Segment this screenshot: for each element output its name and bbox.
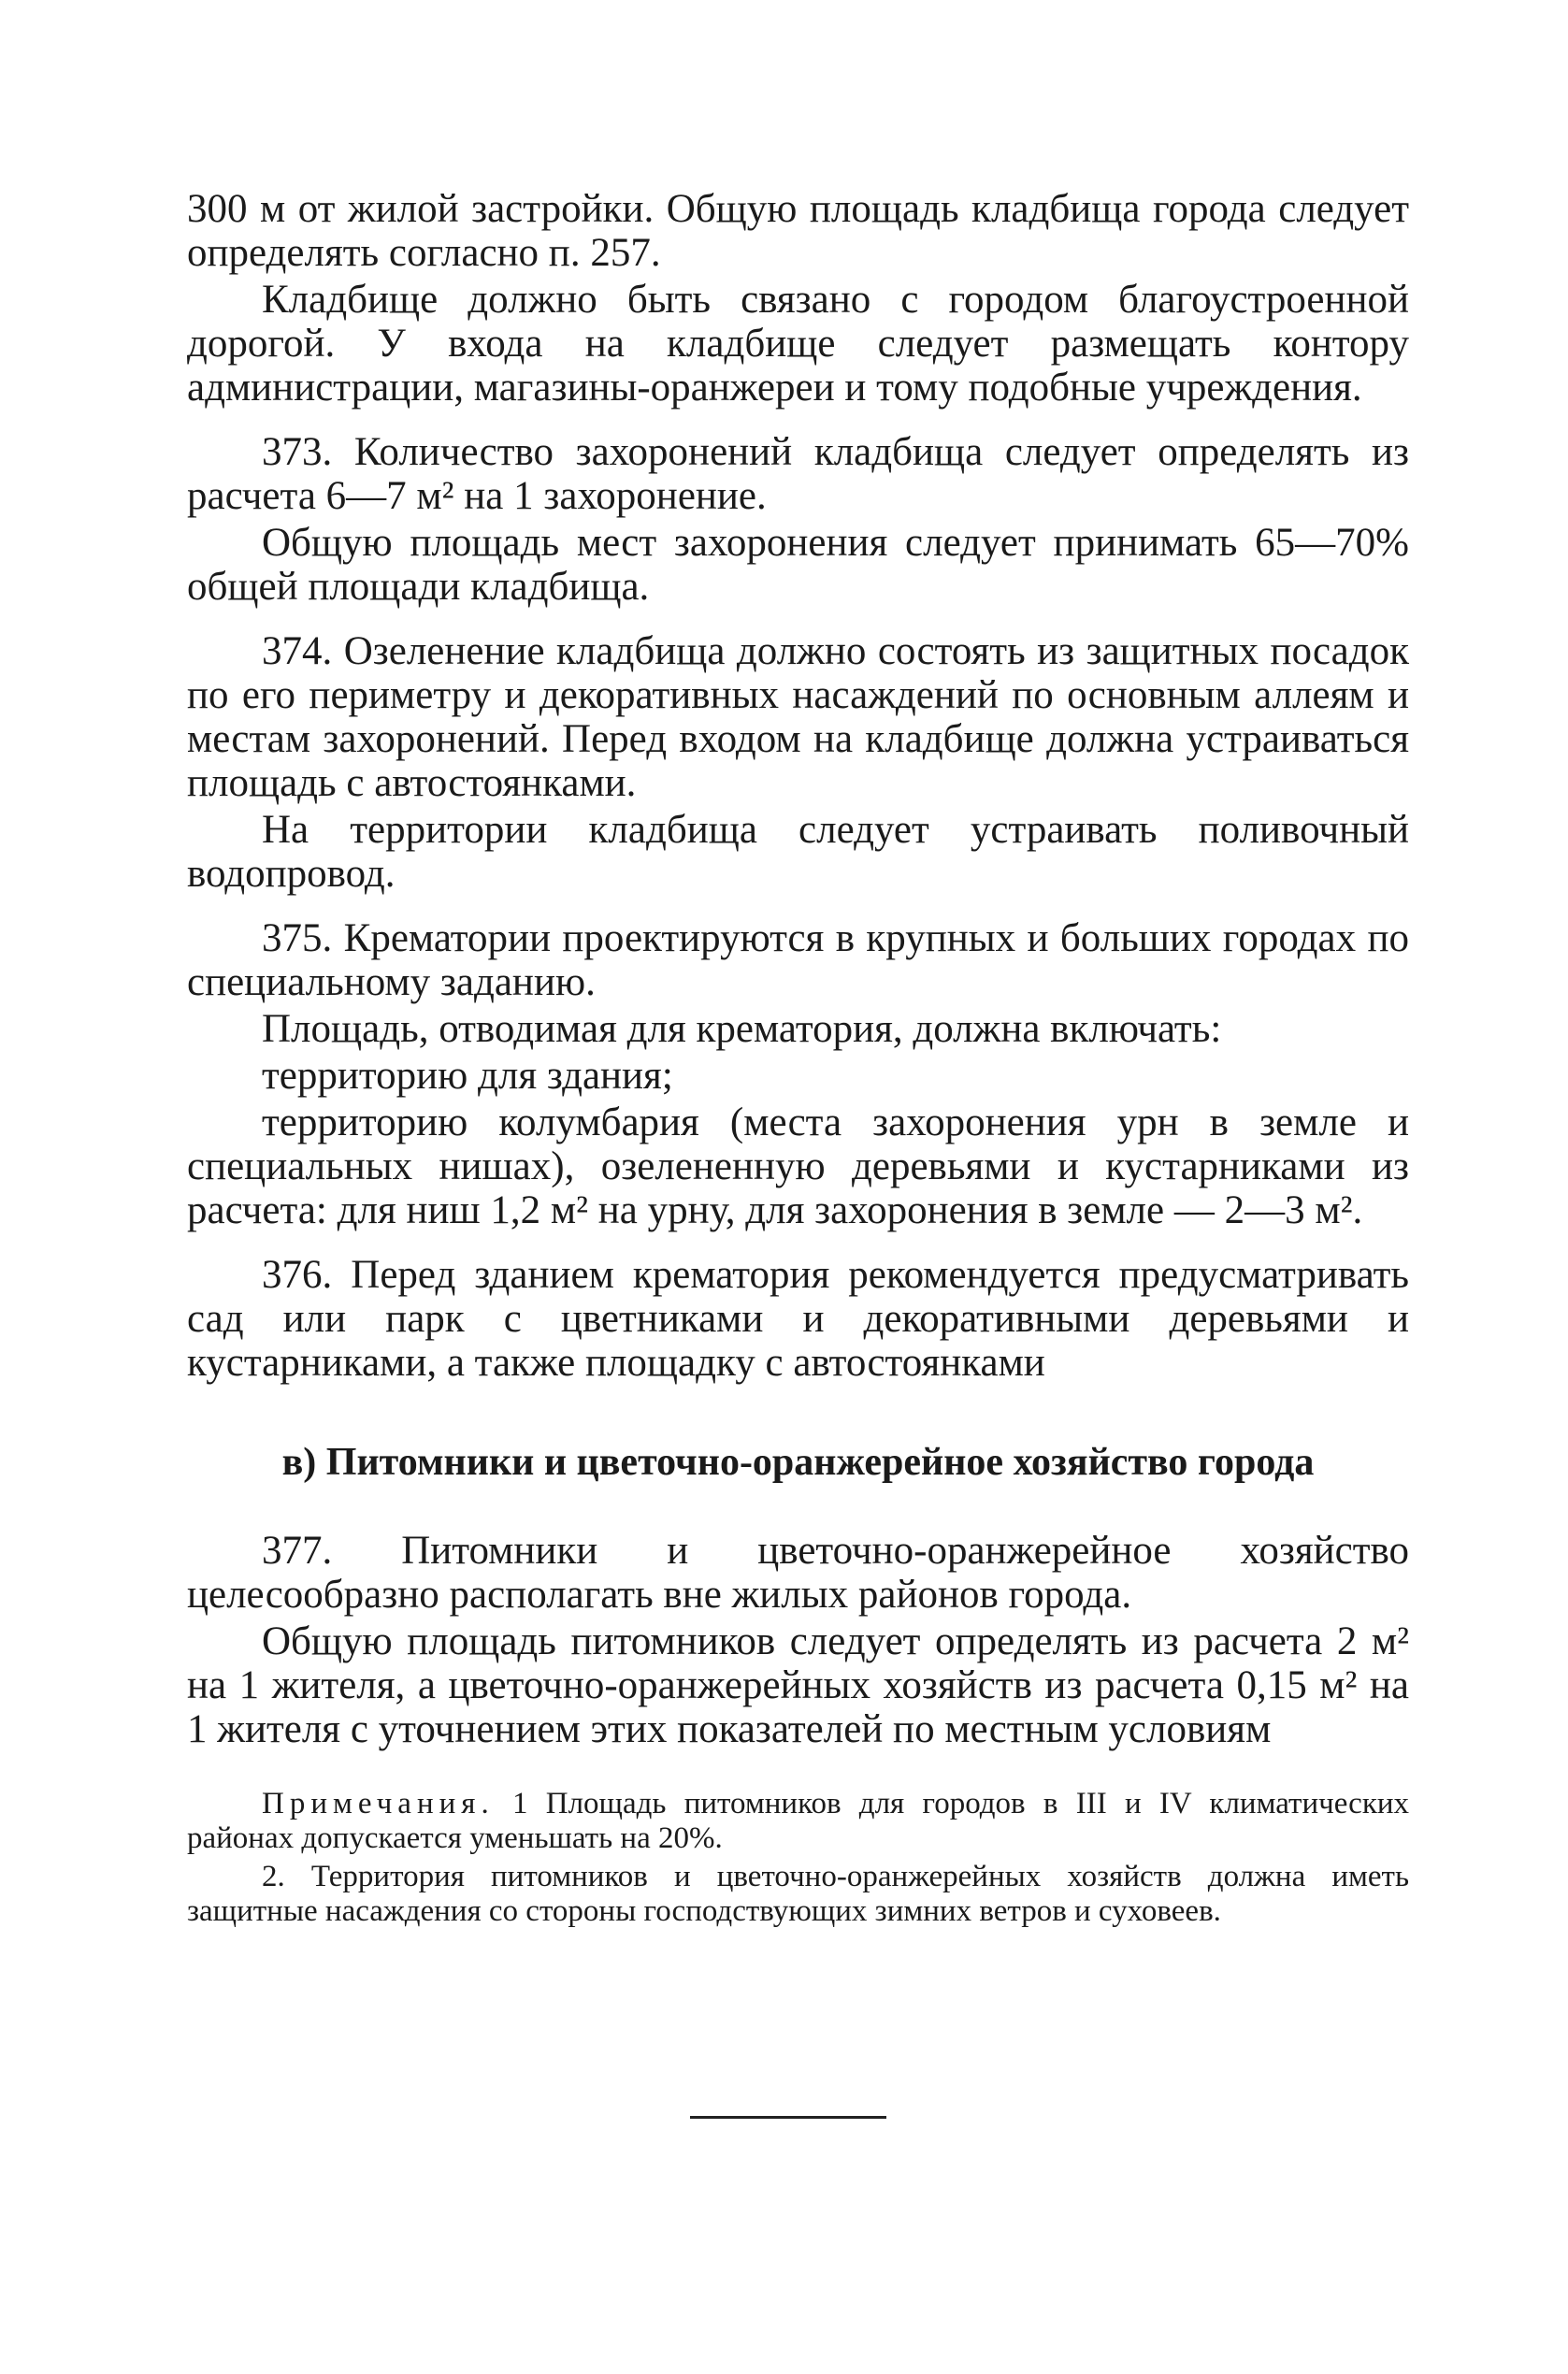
paragraph-watering: На территории кладбища следует устраивать поливочный водопровод. xyxy=(187,808,1409,896)
paragraph-cemetery-road: Кладбище должно быть связано с городом благоустроенной дорогой. У входа на кладбище следует размещать контору администрации, магазины-оранжереи и тому подобные учреждения. xyxy=(187,278,1409,410)
end-divider xyxy=(690,2116,886,2119)
paragraph-crematorium-area: Площадь, отводимая для крематория, должна включать: xyxy=(262,1007,1222,1051)
notes-block xyxy=(187,1787,1409,1929)
paragraph-item-374: 374. Озеленение кладбища должно состоять из защитных посадок по его периметру и декоративных насаждений по основным аллеям и местам захоронений. Перед входом на кладбище должна устраиваться площадь с автостоянками. xyxy=(187,629,1409,805)
paragraph-item-375: 375. Крематории проектируются в крупных и больших городах по специальному заданию. xyxy=(187,916,1409,1004)
section-heading: в) Питомники и цветочно-оранжерейное хозяйство города xyxy=(281,1441,1315,1484)
paragraph-item-373: 373. Количество захоронений кладбища следует определять из расчета 6—7 м² на 1 захоронение. xyxy=(187,430,1409,518)
paragraph-continuation: 300 м от жилой застройки. Общую площадь кладбища города следует определять согласно п. 257. xyxy=(187,187,1409,275)
paragraph-columbarium: территорию колумбария (места захоронения урн в земле и специальных нишах), озелененную деревьями и кустарниками из расчета: для ниш 1,2 м² на урну, для захоронения в земле — 2—3 м². xyxy=(187,1101,1409,1232)
paragraph-item-376: 376. Перед зданием крематория рекомендуется предусматривать сад или парк с цветниками и декоративными деревьями и кустарниками, а также площадку с автостоянками xyxy=(187,1253,1409,1385)
note-1-text: 1 Площадь питомников для городов в III и IV климатических районах допускается уменьшать на 20%. xyxy=(187,1787,1410,1855)
paragraph-item-377: 377. Питомники и цветочно-оранжерейное хозяйство целесообразно располагать вне жилых районов города. xyxy=(187,1529,1409,1617)
note-2: 2. Территория питомников и цветочно-оранжерейных хозяйств должна иметь защитные насаждения со стороны господствующих зимних ветров и суховеев. xyxy=(187,1860,1409,1928)
notes-label: Примечания. xyxy=(262,1787,495,1820)
note-1 xyxy=(187,1787,1409,1856)
paragraph-burial-area: Общую площадь мест захоронения следует принимать 65—70% общей площади кладбища. xyxy=(187,521,1409,609)
paragraph-nursery-area: Общую площадь питомников следует определять из расчета 2 м² на 1 жителя, а цветочно-оранжерейных хозяйств из расчета 0,15 м² на 1 жителя с уточнением этих показателей по местным условиям xyxy=(187,1619,1409,1751)
paragraph-building-territory: территорию для здания; xyxy=(262,1054,673,1098)
